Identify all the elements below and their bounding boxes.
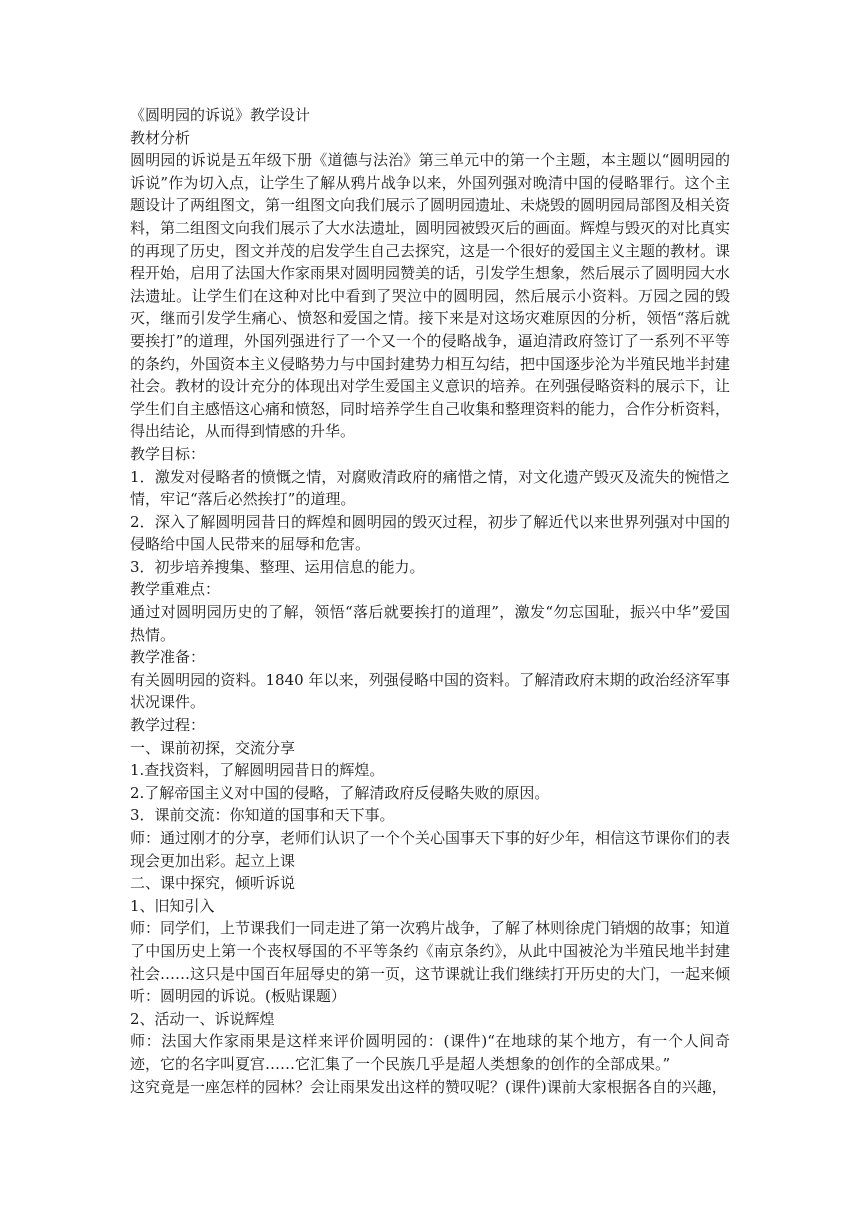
process-part-2-sub-1-teacher-line: 师：同学们，上节课我们一同走进了第一次鸦片战争，了解了林则徐虎门销烟的故事；知道了中国历史上第一个丧权辱国的不平等条约《南京条约》，从此中国被沦为半殖民地半封建社会……这只是中国百年屈辱史的第一页，这节课就让我们继续打开历史的大门，一起来倾听：圆明园的诉说。(板贴课题） [130,919,731,1006]
process-part-2-sub-1-heading: 1、旧知引入 [130,896,215,915]
key-points-paragraph: 通过对圆明园历史的了解，领悟“落后就要挨打的道理”，激发“勿忘国耻，振兴中华”爱国热情。 [130,603,730,644]
process-part-1-item-3: 3．课前交流：你知道的国事和天下事。 [130,806,395,825]
goal-item-2: 2．深入了解圆明园昔日的辉煌和圆明园的毁灭过程，初步了解近代以来世界列强对中国的侵略给中国人民带来的屈辱和危害。 [130,512,730,554]
section-heading-preparation: 教学准备： [130,648,206,667]
process-part-1-item-1: 1.查找资料，了解圆明园昔日的辉煌。 [130,761,385,780]
process-part-2-heading: 二、课中探究，倾听诉说 [130,874,296,893]
document-page [130,104,730,1098]
preparation-paragraph: 有关圆明园的资料。1840 年以来，列强侵略中国的资料。了解清政府末期的政治经济军事状况课件。 [130,670,730,712]
material-paragraph: 圆明园的诉说是五年级下册《道德与法治》第三单元中的第一个主题，本主题以“圆明园的诉说”作为切入点，让学生了解从鸦片战争以来，外国列强对晚清中国的侵略罪行。这个主题设计了两组图文，第一组图文向我们展示了圆明园遗址、未烧毁的圆明园局部图及相关资料，第二组图文向我们展示了大水法遗址，圆明园被毁灭后的画面。辉煌与毁灭的对比真实的再现了历史，图文并茂的启发学生自己去探究，这是一个很好的爱国主义主题的教材。课程开始，启用了法国大作家雨果对圆明园赞美的话，引发学生想象，然后展示了圆明园大水法遗址。让学生们在这种对比中看到了哭泣中的圆明园，然后展示小资料。万园之园的毁灭，继而引发学生痛心、愤怒和爱国之情。接下来是对这场灾难原因的分析，领悟“落后就要挨打”的道理，外国列强进行了一个又一个的侵略战争，逼迫清政府签订了一系列不平等的条约，外国资本主义侵略势力与中国封建势力相互勾结，把中国逐步沦为半殖民地半封建社会。教材的设计充分的体现出对学生爱国主义意识的培养。在列强侵略资料的展示下，让学生们自主感悟这心痛和愤怒，同时培养学生自己收集和整理资料的能力，合作分析资料，得出结论，从而得到情感的升华。 [130,151,731,441]
section-heading-material: 教材分析 [130,128,191,147]
goal-item-3: 3．初步培养搜集、整理、运用信息的能力。 [130,557,425,576]
process-part-2-sub-2-question: 这究竟是一座怎样的园林？会让雨果发出这样的赞叹呢？(课件)课前大家根据各自的兴趣， [130,1077,727,1096]
section-heading-process: 教学过程： [130,716,206,735]
goal-item-1: 1．激发对侵略者的愤慨之情，对腐败清政府的痛惜之情，对文化遗产毁灭及流失的惋惜之情，牢记“落后必然挨打”的道理。 [130,467,730,509]
process-part-2-sub-2-heading: 2、活动一、诉说辉煌 [130,1009,275,1028]
process-part-1-heading: 一、课前初探，交流分享 [130,738,296,757]
process-part-1-teacher-line: 师：通过刚才的分享，老师们认识了一个个关心国事天下事的好少年，相信这节课你们的表现会更加出彩。起立上课 [130,829,731,870]
document-title: 《圆明园的诉说》教学设计 [130,106,311,124]
section-heading-key-points: 教学重难点： [130,580,221,599]
process-part-2-sub-2-teacher-line: 师：法国大作家雨果是这样来评价圆明园的：(课件)“在地球的某个地方，有一个人间奇迹，它的名字叫夏宫……它汇集了一个民族几乎是超人类想象的创作的全部成果。” [130,1032,730,1073]
section-heading-goals: 教学目标： [130,444,206,463]
process-part-1-item-2: 2.了解帝国主义对中国的侵略，了解清政府反侵略失败的原因。 [130,783,550,802]
